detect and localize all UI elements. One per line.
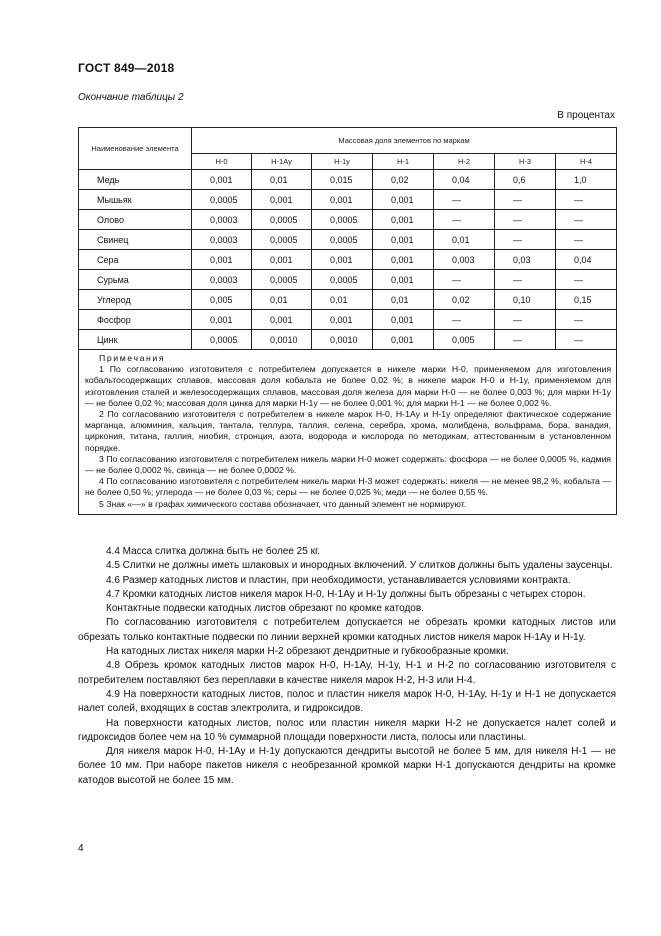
table-cell: 0,001 [192, 170, 252, 190]
table-cell: 0,001 [192, 250, 252, 270]
element-name: Олово [79, 210, 192, 230]
grade-header: Н-4 [556, 154, 617, 170]
table-cell: — [495, 210, 556, 230]
table-cell: 0,0010 [252, 330, 312, 350]
table-row [79, 330, 617, 350]
body-paragraph: Контактные подвески катодных листов обрезают по кромке катодов. [106, 603, 424, 615]
table-cell: 0,0005 [312, 270, 373, 290]
body-paragraph: 4.6 Размер катодных листов и пластин, при необходимости, устанавливается условиями контракта. [106, 574, 571, 586]
table-cell: 0,0005 [192, 330, 252, 350]
element-name: Фосфор [79, 310, 192, 330]
table-cell: 0,005 [192, 290, 252, 310]
units-label: В процентах [557, 110, 615, 121]
table-notes [79, 350, 617, 515]
table-cell: 0,01 [312, 290, 373, 310]
element-name: Медь [79, 170, 192, 190]
note-item: 4 По согласованию изготовителя с потребителем никель марки Н-3 может содержать: никеля — не менее 98,2 %, кобальта — не более 0,50 %; углерода — не более 0,03 %; серы — не более 0,025 %; меди — не более 0,55 %. [85, 476, 612, 498]
table-cell: 0,01 [252, 170, 312, 190]
table-cell: 0,01 [434, 230, 495, 250]
table-row [79, 310, 617, 330]
table-cell: 0,001 [373, 250, 434, 270]
grade-header: Н-1 [373, 154, 434, 170]
table-cell: 0,001 [252, 190, 312, 210]
table-row [79, 250, 617, 270]
table-cell: 0,0003 [192, 230, 252, 250]
table-cell: 0,001 [373, 310, 434, 330]
document-header: ГОСТ 849—2018 [78, 61, 175, 75]
body-paragraph: На поверхности катодных листов, полос или пластин никеля марки Н-2 не допускается налет солей и гидроксидов более чем на 10 % суммарной площади поверхности листа, полосы или пластины. [78, 717, 616, 743]
element-name: Сурьма [79, 270, 192, 290]
table-cell: 0,0010 [312, 330, 373, 350]
table-cell: 0,001 [252, 310, 312, 330]
note-item: 1 По согласованию изготовителя с потребителем допускается в никеле марки Н-0, применяемом для изготовления кобальтосодержащих сплавов, массовая доля кобальта не более 0,02 %; в никеле марок Н-0 и Н-1у, применяемом для изготовления сталей и железосодержащих сплавов, массовая доля железа для марки Н-0 — не более 0,003 %; для марки Н-1у — не более 0,02 %; массовая доля цинка для марки Н-1у — не более 0,001 %; для марки Н-1 — не более 0,002 %. [85, 364, 612, 408]
col-header-element: Наименование элемента [79, 128, 192, 170]
table-row [79, 270, 617, 290]
element-name: Свинец [79, 230, 192, 250]
table-cell: — [434, 270, 495, 290]
table-cell: — [556, 330, 617, 350]
page-number: 4 [78, 843, 84, 854]
table-cell: — [556, 270, 617, 290]
grade-header: Н-1у [312, 154, 373, 170]
note-item: 3 По согласованию изготовителя с потребителем никель марки Н-0 может содержать: фосфора — не более 0,0005 %, кадмия — не более 0,0002 %, свинца — не более 0,0002 %. [85, 453, 612, 476]
table-row [79, 210, 617, 230]
table-cell: 0,6 [495, 170, 556, 190]
body-paragraph: 4.8 Обрезь кромок катодных листов марок Н-0, Н-1Ау, Н-1у, Н-1 и Н-2 по согласованию изготовителя с потребителем поставляют без переплавки в качестве никеля марок Н-2, Н-3 или Н-4. [78, 660, 616, 686]
table-cell: — [495, 330, 556, 350]
table-cell: 0,001 [373, 210, 434, 230]
composition-table [78, 127, 617, 515]
table-cell: — [495, 230, 556, 250]
table-row [79, 190, 617, 210]
table-cell: 0,02 [434, 290, 495, 310]
element-name: Углерод [79, 290, 192, 310]
table-cell: 0,001 [373, 190, 434, 210]
note-item: 2 По согласованию изготовителя с потребителем в никеле марок Н-0, Н-1Ау и Н-1у определяют фактическое содержание марганца, алюминия, кальция, тантала, теллура, таллия, селена, серебра, хрома, молибдена, вольфрама, бора, ванадия, циркония, титана, галлия, ниобия, стронция, азота, водорода и кислорода по методикам, аттестованным в установленном порядке. [85, 409, 612, 453]
body-paragraph: 4.4 Масса слитка должна быть не более 25 кг. [106, 546, 321, 557]
table-cell: 0,0003 [192, 270, 252, 290]
notes-list [85, 364, 611, 510]
table-row [79, 290, 617, 310]
table-cell: 0,001 [312, 310, 373, 330]
table-row [79, 230, 617, 250]
grade-header: Н-2 [434, 154, 495, 170]
element-name: Сера [79, 250, 192, 270]
table-cell: 0,0003 [192, 210, 252, 230]
element-name: Цинк [79, 330, 192, 350]
table-cell: 0,04 [434, 170, 495, 190]
table-cell: — [495, 190, 556, 210]
grade-header: Н-1Ау [252, 154, 312, 170]
table-cell: 0,0005 [312, 230, 373, 250]
table-cell: 0,003 [434, 250, 495, 270]
table-cell: 0,0005 [252, 270, 312, 290]
table-cell: 0,02 [373, 170, 434, 190]
col-header-group: Массовая доля элементов по маркам [192, 128, 617, 154]
table-cell: 0,001 [252, 250, 312, 270]
table-row [79, 170, 617, 190]
table-body [79, 170, 617, 350]
table-cell: 0,001 [312, 250, 373, 270]
body-paragraph: 4.5 Слитки не должны иметь шлаковых и инородных включений. У слитков должны быть удалены заусенцы. [106, 560, 613, 572]
table-cell: — [556, 310, 617, 330]
body-paragraph: 4.7 Кромки катодных листов никеля марок Н-0, Н-1Ау и Н-1у должны быть обрезаны с четырех сторон. [106, 588, 586, 600]
table-cell: — [495, 310, 556, 330]
table-cell: 0,001 [373, 330, 434, 350]
table-cell: 0,001 [373, 230, 434, 250]
grade-header: Н-3 [495, 154, 556, 170]
table-cell: — [434, 310, 495, 330]
body-paragraph: По согласованию изготовителя с потребителем допускается не обрезать кромки катодных листов или обрезать только контактные подвески по линии верхней кромки катодных листов никеля марок Н-1Ау и Н-1у. [78, 617, 616, 643]
table-cell: 0,005 [434, 330, 495, 350]
table-cell: 0,03 [495, 250, 556, 270]
table-cell: 0,01 [252, 290, 312, 310]
table-cell: 0,001 [192, 310, 252, 330]
table-cell: 0,04 [556, 250, 617, 270]
note-item: 5 Знак «—» в графах химического состава обозначает, что данный элемент не нормируют. [99, 498, 467, 509]
table-cell: 0,01 [373, 290, 434, 310]
table-cell: — [434, 210, 495, 230]
table-cell: 0,0005 [252, 210, 312, 230]
table-cell: 0,10 [495, 290, 556, 310]
table-cell: — [556, 190, 617, 210]
table-cell: — [434, 190, 495, 210]
body-paragraph: 4.9 На поверхности катодных листов, полос и пластин никеля марок Н-0, Н-1Ау, Н-1у и Н-1 не допускается налет солей, входящих в состав электролита, и гидроксидов. [78, 688, 616, 715]
table-cell: — [556, 230, 617, 250]
table-cell: — [495, 270, 556, 290]
body-paragraph: На катодных листах никеля марки Н-2 обрезают дендритные и губкообразные кромки. [106, 646, 509, 658]
table-cell: 0,015 [312, 170, 373, 190]
table-cell: — [556, 210, 617, 230]
body-paragraph: Для никеля марок Н-0, Н-1Ау и Н-1у допускаются дендриты высотой не более 5 мм, для никеля Н-1 — не более 10 мм. При наборе пакетов никеля с необрезанной кромкой марки Н-1 допускаются дендриты на кромке катодов высотой не более 15 мм. [78, 746, 616, 786]
table-cell: 0,001 [373, 270, 434, 290]
table-cell: 0,0005 [252, 230, 312, 250]
table-cell: 0,15 [556, 290, 617, 310]
table-cell: 0,0005 [192, 190, 252, 210]
table-caption: Окончание таблицы 2 [78, 92, 184, 103]
table-cell: 0,001 [312, 190, 373, 210]
grade-header: Н-0 [192, 154, 252, 170]
body-text [78, 545, 616, 788]
table-cell: 1,0 [556, 170, 617, 190]
element-name: Мышьяк [79, 190, 192, 210]
table-cell: 0,0005 [312, 210, 373, 230]
notes-title: Примечания [99, 353, 166, 363]
